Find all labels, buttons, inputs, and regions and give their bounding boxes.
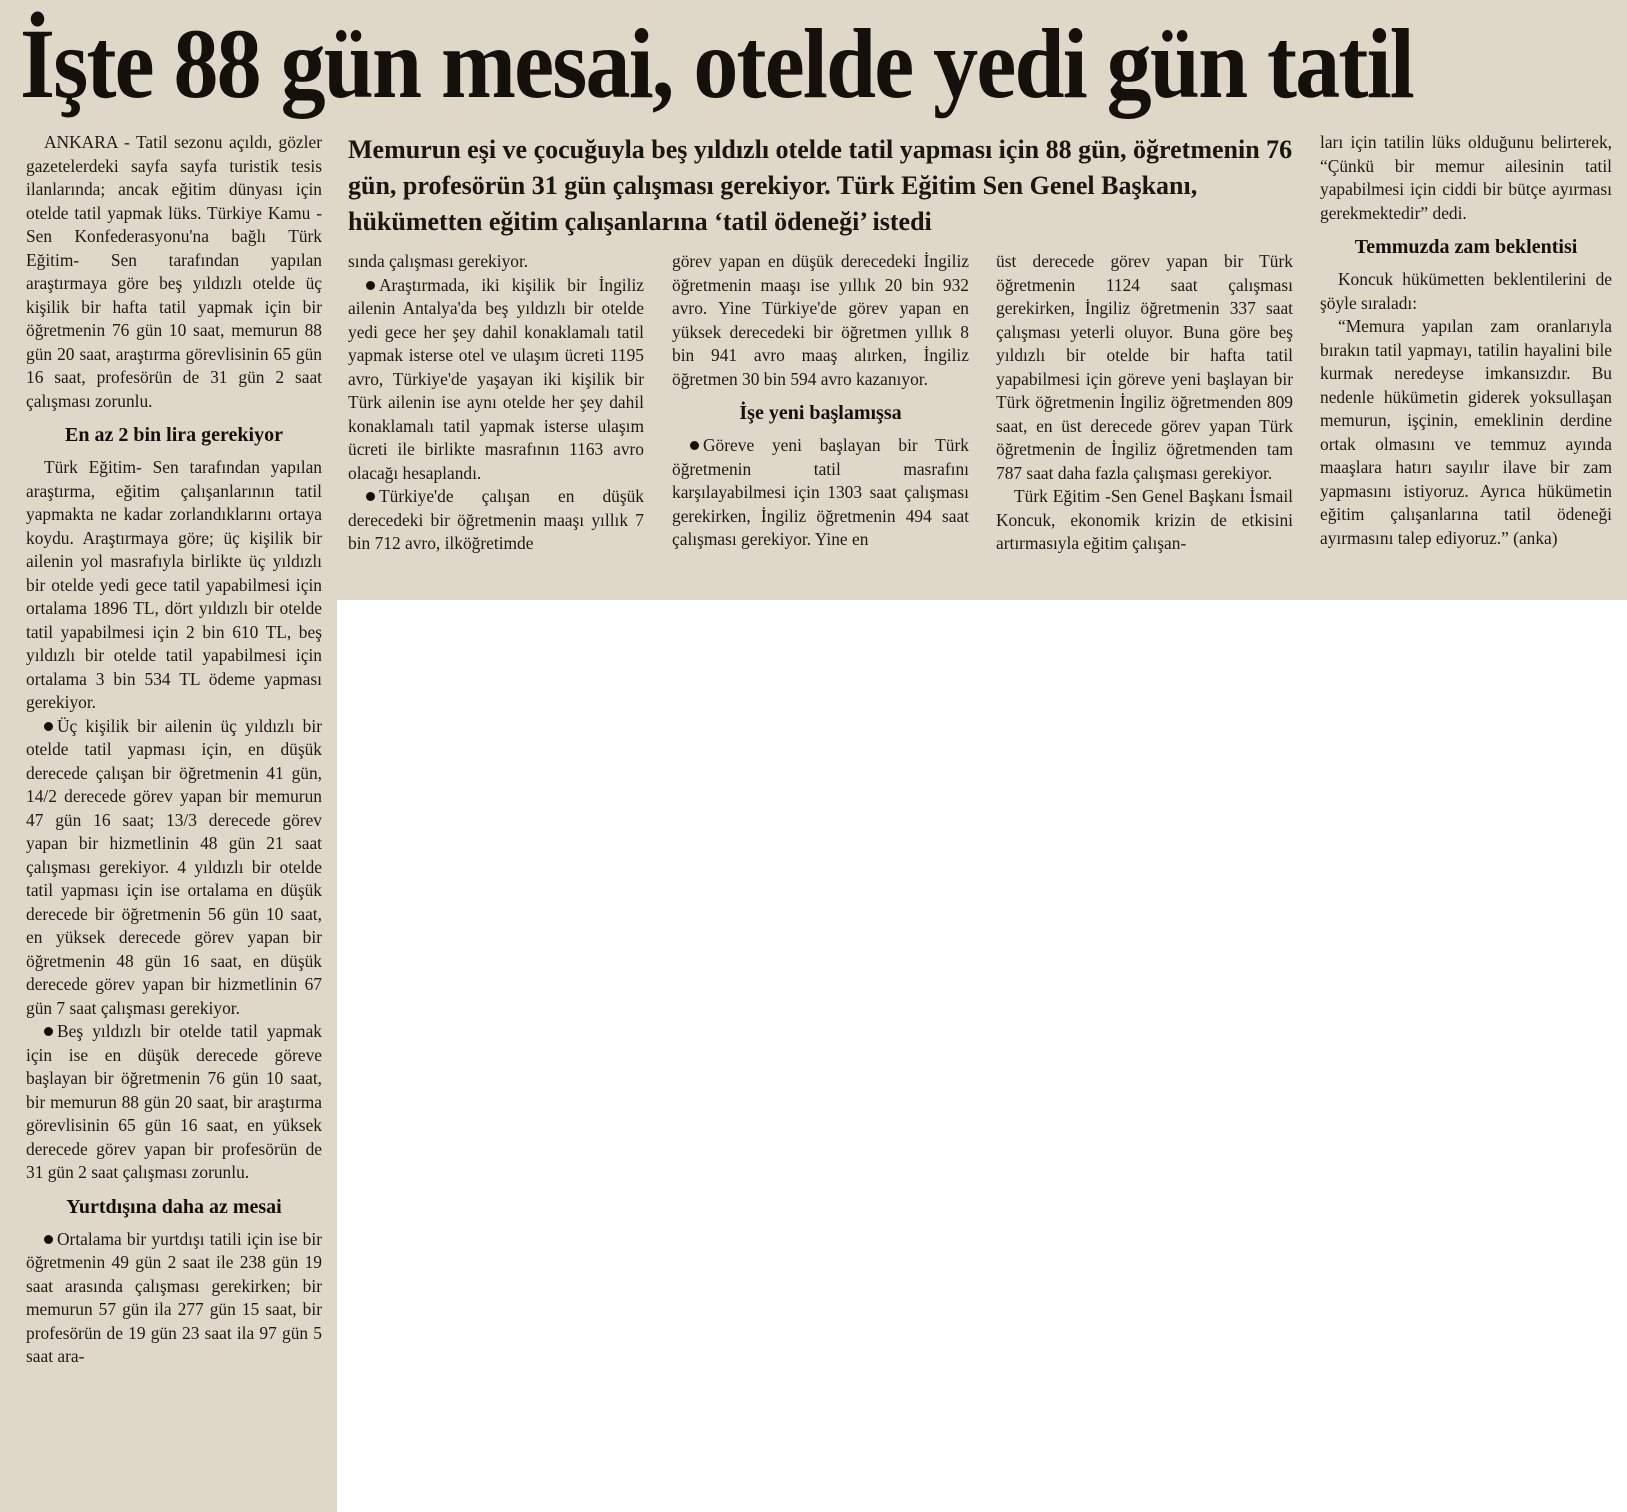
bullet-icon (366, 281, 375, 290)
paragraph: Türk Eğitim -Sen Genel Başkanı İsmail Koncuk, ekonomik krizin de etkisini artırmasıyla eğitim çalışan- (996, 486, 1293, 553)
paragraph-text: Türkiye'de çalışan en düşük derecedeki bir öğretmenin maaşı yıllık 7 bin 712 avro, ilköğretimde (348, 486, 644, 553)
paragraph-text: Üç kişilik bir ailenin üç yıldızlı bir otelde tatil yapması için, en düşük derecede çalışan bir öğretmenin 41 gün, 14/2 derecede görev yapan bir memurun 47 gün 16 saat; 13/3 derecede görev yapan bir hizmetlinin 48 gün 21 saat çalışması gerekiyor. 4 yıldızlı bir otelde tatil yapması için ise ortalama en düşük derecede bir öğretmenin 56 gün 10 saat, en yüksek derecede görev yapan bir öğretmenin 48 gün 16 saat, en düşük derecede görev yapan bir hizmetlinin 67 gün 7 saat çalışması gerekiyor. (26, 715, 322, 1018)
subheading: Yurtdışına daha az mesai (66, 1195, 282, 1218)
deck: Memurun eşi ve çocuğuyla beş yıldızlı otelde tatil yapması için 88 gün, öğretmenin 76 gün, profesörün 31 gün çalışması gerekiyor. Türk Eğitim Sen Genel Başkanı, hükümetten eğitim çalışanlarına ‘tatil ödeneği’ istedi (348, 135, 1293, 236)
headline: İşte 88 gün mesai, otelde yedi gün tatil (20, 8, 1414, 119)
paragraph (26, 715, 322, 1021)
paragraph (26, 1228, 322, 1369)
paragraph: sında çalışması gerekiyor. (348, 251, 529, 271)
column-4 (996, 250, 1293, 556)
paragraph: üst derecede görev yapan bir Türk öğretmenin 1124 saat çalışması gerekirken, İngiliz öğretmenin 337 saat çalışması yeterli oluyor. Buna göre beş yıldızlı bir otelde bir hafta tatil yapabilmesi için göreve yeni başlayan bir Türk öğretmenin İngiliz öğretmenden 809 saat, en üst derecede görev yapan Türk öğretmenin de İngiliz öğretmenden tam 787 saat daha fazla çalışması gerekiyor. (996, 251, 1293, 483)
paragraph-text: Araştırmada, iki kişilik bir İngiliz ailenin Antalya'da beş yıldızlı bir otelde yedi gece her şey dahil konaklamalı tatil yapmak isterse otel ve ulaşım ücreti 1195 avro, Türkiye'de yaşayan iki kişilik bir Türk ailenin ise aynı otelde her şey dahil konaklamalı tatil yapmak isterse ulaşım ücreti ile birlikte masrafının 1163 avro olacağı hesaplandı. (348, 274, 644, 483)
paragraph (26, 1020, 322, 1185)
subheading: Temmuzda zam beklentisi (1354, 236, 1578, 258)
subheading: En az 2 bin lira gerekiyor (65, 424, 283, 446)
paragraph: ları için tatilin lüks olduğunu belirterek, “Çünkü bir memur ailesinin tatil yapabilmesi için ciddi bir bütçe ayırması gerekmektedir” dedi. (1320, 132, 1612, 223)
column-2 (348, 250, 644, 556)
subheading: İşe yeni başlamışsa (739, 402, 902, 424)
paragraph (348, 485, 644, 556)
paragraph: Koncuk hükümetten beklentilerini de şöyle sıraladı: (1320, 269, 1612, 313)
paragraph-text: Göreve yeni başlayan bir Türk öğretmenin tatil masrafını karşılayabilmesi için 1303 saat çalışması gerekirken, İngiliz öğretmenin 494 saat çalışması gerekiyor. Yine en (672, 435, 969, 549)
bullet-icon (690, 441, 699, 450)
column-5 (1320, 131, 1612, 550)
paragraph-text: Beş yıldızlı bir otelde tatil yapmak için ise en düşük derecede göreve başlayan bir öğretmenin 76 gün 10 saat, bir memurun 88 gün 20 saat, bir araştırma görevlisinin 65 gün 16 saat, en yüksek derecede görev yapan bir profesörün de 31 gün 2 saat çalışması zorunlu. (26, 1021, 322, 1182)
paragraph (672, 434, 969, 552)
paragraph-text: Ortalama bir yurtdışı tatili için ise bir öğretmenin 49 gün 2 saat ile 238 gün 19 saat arasında çalışması gerekirken; bir memurun 57 gün ila 277 gün 15 saat, bir profesörün de 19 gün 23 saat ila 97 gün 5 saat ara- (26, 1228, 322, 1366)
bullet-icon (44, 1235, 53, 1244)
column-3 (672, 250, 969, 552)
paragraph: görev yapan en düşük derecedeki İngiliz öğretmenin maaşı ise yıllık 20 bin 932 avro. Yine Türkiye'de görev yapan en yüksek derecedeki bir öğretmen yıllık 8 bin 941 avro maaş alırken, İngiliz öğretmen 30 bin 594 avro kazanıyor. (672, 251, 969, 389)
bullet-icon (366, 492, 375, 501)
bullet-icon (44, 1027, 53, 1036)
column-1 (26, 131, 322, 1369)
bullet-icon (44, 722, 53, 731)
paragraph: “Memura yapılan zam oranlarıyla bırakın tatil yapmayı, tatilin hayalini bile kurmak neredeyse imkansızdır. Bu nedenle hükümetin giderek yoksullaşan memurun, işçinin, emeklinin derdine ortak olmasını ve temmuz ayında maaşlara hatırı sayılır ilave bir zam yapmasını istiyoruz. Ayrıca hükümetin eğitim çalışanlarına tatil ödeneği ayırmasını talep ediyoruz.” (anka) (1320, 316, 1612, 548)
paragraph: Türk Eğitim- Sen tarafından yapılan araştırma, eğitim çalışanlarının tatil yapmakta ne kadar zorlandıklarını ortaya koydu. Araştırmaya göre; üç kişilik bir ailenin yol masrafıyla birlikte üç yıldızlı bir otelde yedi gece tatil yapabilmesi için ortalama 1896 TL, dört yıldızlı bir otelde tatil yapabilmesi için 2 bin 610 TL, beş yıldızlı bir otelde tatil yapabilmesi için ortalama 3 bin 534 TL ödeme yapması gerekiyor. (26, 457, 322, 712)
paragraph: ANKARA - Tatil sezonu açıldı, gözler gazetelerdeki sayfa sayfa turistik tesis ilanlarında; ancak eğitim dünyası için otelde tatil yapmak lüks. Türkiye Kamu -Sen Konfederasyonu'na bağlı Türk Eğitim- Sen tarafından yapılan araştırmaya göre beş yıldızlı otelde üç kişilik bir hafta tatil yapmak için bir öğretmenin 76 gün 10 saat, memurun 88 gün 20 saat, araştırma görevlisinin 65 gün 16 saat, profesörün de 31 gün 2 saat çalışması zorunlu. (26, 132, 322, 411)
paragraph (348, 274, 644, 486)
